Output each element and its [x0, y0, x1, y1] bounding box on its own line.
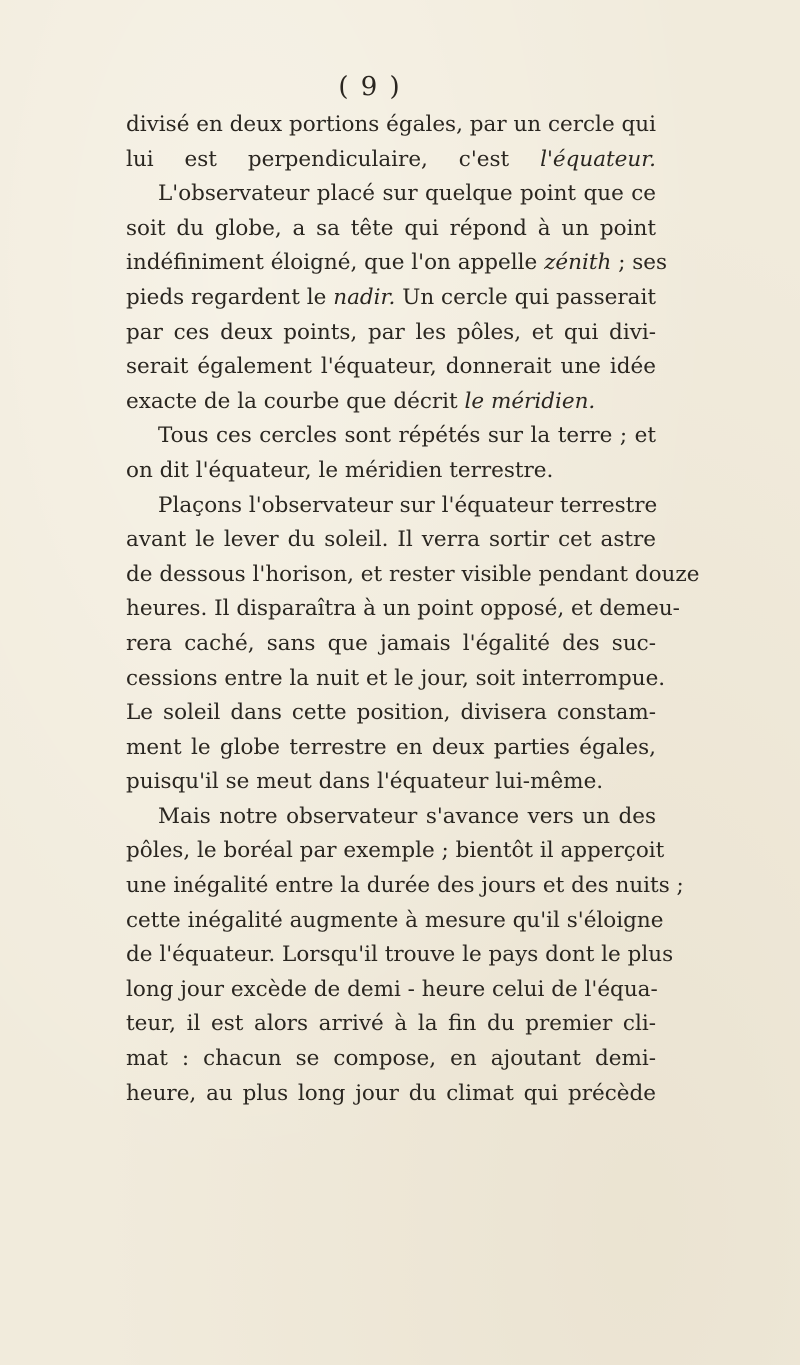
- text-line: soit du globe, a sa tête qui répond à un point: [126, 215, 656, 241]
- text-line: Mais notre observateur s'avance vers un des: [158, 803, 656, 829]
- text-line: avant le lever du soleil. Il verra sortir cet astre: [126, 527, 656, 553]
- text-line: Le soleil dans cette position, divisera constam-: [126, 700, 656, 726]
- text-line: lui est perpendiculaire, c'est l'équateur.: [126, 146, 656, 172]
- text-line: pieds regardent le nadir. Un cercle qui passerait: [126, 284, 656, 310]
- text-line: pôles, le boréal par exemple ; bientôt il apperçoit: [126, 838, 665, 864]
- page-number: ( 9 ): [338, 72, 402, 102]
- body-text: [126, 108, 700, 1111]
- text-line: une inégalité entre la durée des jours et des nuits ;: [126, 873, 684, 899]
- text-line: par ces deux points, par les pôles, et qui divi-: [126, 319, 656, 345]
- text-line: Plaçons l'observateur sur l'équateur terrestre: [158, 492, 658, 518]
- text-line: cette inégalité augmente à mesure qu'il s'éloigne: [126, 907, 664, 933]
- text-line: teur, il est alors arrivé à la fin du premier cli-: [126, 1011, 656, 1037]
- text-line: ment le globe terrestre en deux parties égales,: [126, 734, 656, 760]
- text-line: on dit l'équateur, le méridien terrestre.: [126, 457, 554, 483]
- text-line: L'observateur placé sur quelque point que ce: [158, 181, 656, 207]
- text-line: de dessous l'horison, et rester visible pendant douze: [126, 561, 700, 587]
- text-line: rera caché, sans que jamais l'égalité des suc-: [126, 630, 656, 656]
- text-line: cessions entre la nuit et le jour, soit interrompue.: [126, 665, 666, 691]
- text-line: serait également l'équateur, donnerait une idée: [126, 354, 656, 380]
- text-line: indéfiniment éloigné, que l'on appelle zénith ; ses: [126, 250, 668, 276]
- text-line: mat : chacun se compose, en ajoutant demi-: [126, 1046, 656, 1072]
- text-line: heure, au plus long jour du climat qui précède: [126, 1080, 656, 1106]
- text-line: de l'équateur. Lorsqu'il trouve le pays dont le plus: [126, 942, 674, 968]
- text-line: Tous ces cercles sont répétés sur la terre ; et: [158, 423, 656, 449]
- text-line: heures. Il disparaîtra à un point opposé, et demeu-: [126, 596, 680, 622]
- text-line: divisé en deux portions égales, par un cercle qui: [126, 112, 656, 137]
- text-line: exacte de la courbe que décrit le méridien.: [126, 388, 596, 414]
- text-line: long jour excède de demi - heure celui de l'équa-: [126, 976, 658, 1002]
- text-line: puisqu'il se meut dans l'équateur lui-même.: [126, 769, 604, 795]
